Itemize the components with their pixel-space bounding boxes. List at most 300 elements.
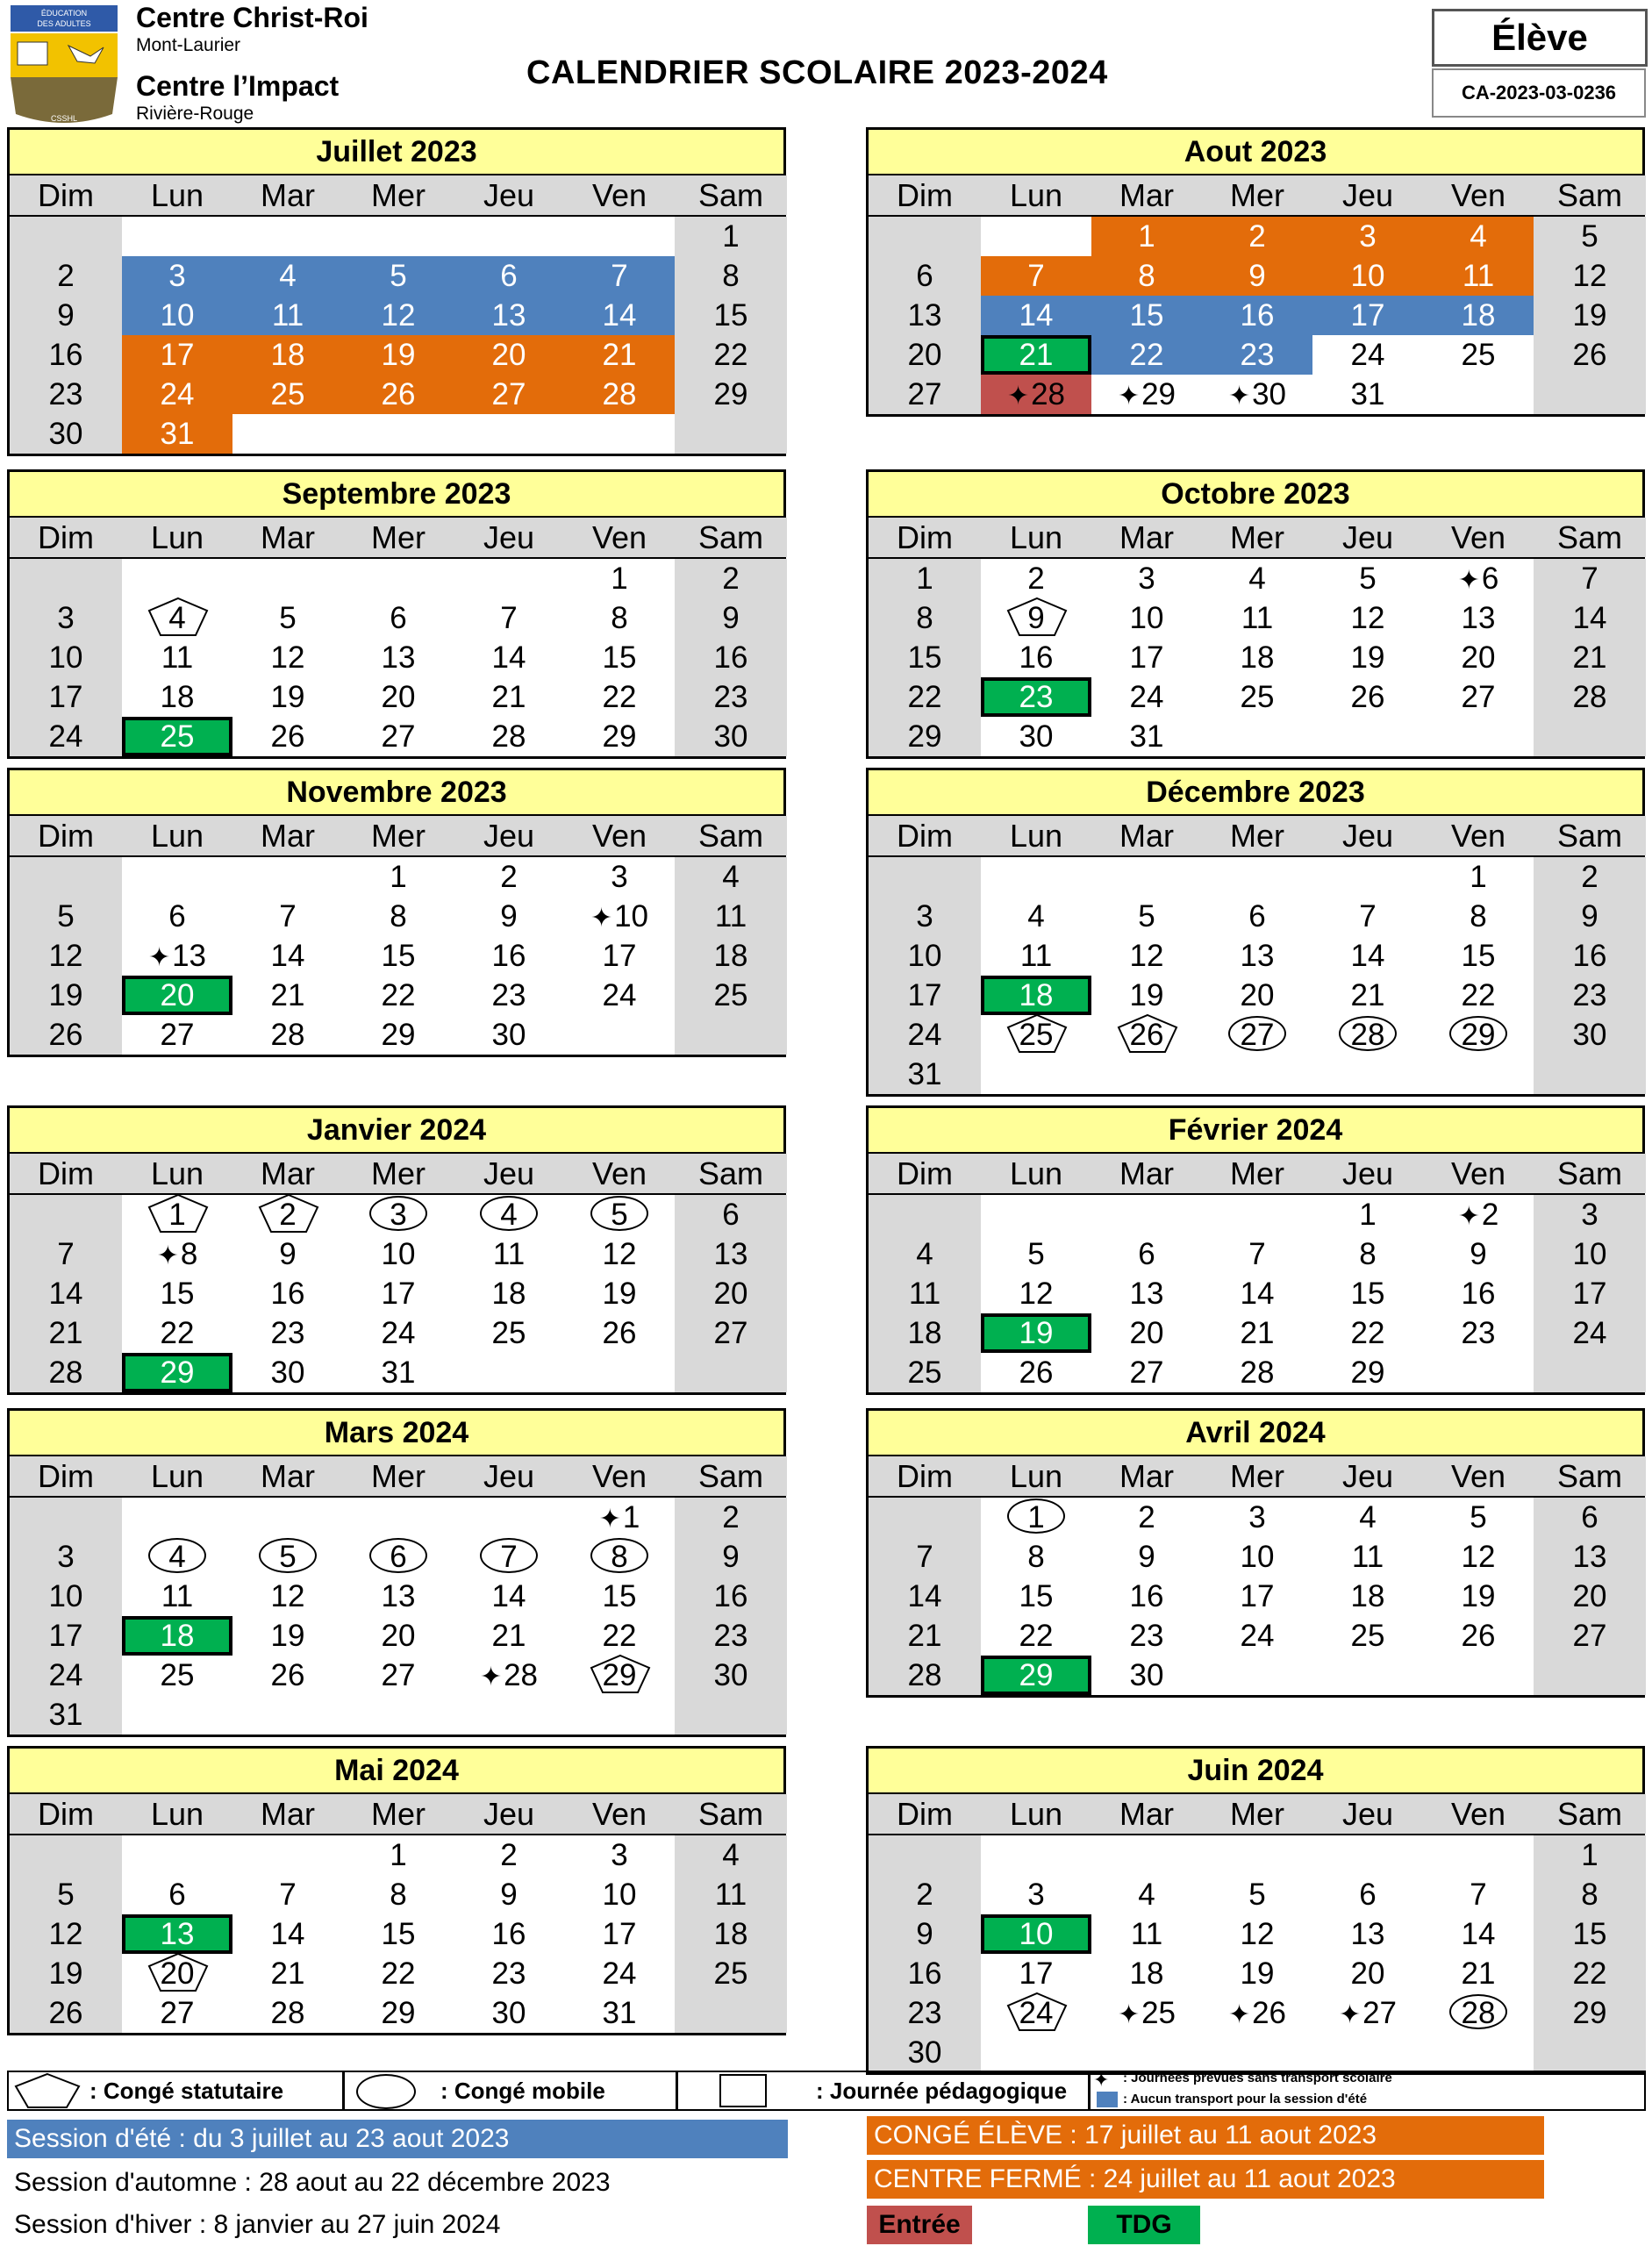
day-number: 11 — [1351, 1539, 1384, 1574]
day-cell — [454, 1835, 564, 1875]
day-cell — [454, 936, 564, 976]
weekday-header — [869, 1154, 1642, 1195]
day-number: 16 — [1019, 640, 1054, 675]
week-row — [10, 1695, 783, 1735]
day-number: 1 — [1581, 1837, 1598, 1872]
week-row — [10, 897, 783, 936]
week-row — [10, 598, 783, 638]
day-cell — [10, 1537, 122, 1577]
day-number: 2 — [500, 1837, 518, 1872]
day-cell — [10, 1353, 122, 1392]
conge-eleve: CONGÉ ÉLÈVE : 17 juillet au 11 aout 2023 — [867, 2116, 1544, 2155]
day-number: 26 — [381, 376, 416, 411]
day-cell — [675, 1313, 787, 1353]
week-row — [10, 1616, 783, 1656]
day-cell — [564, 976, 675, 1015]
day-number: 18 — [491, 1276, 526, 1311]
empty-cell — [564, 217, 675, 256]
day-cell — [10, 1577, 122, 1616]
day-number: 27 — [907, 376, 942, 411]
day-number: 13 — [381, 640, 416, 675]
day-number: 7 — [57, 1236, 75, 1271]
day-number: 13 — [1572, 1539, 1607, 1574]
day-cell — [564, 638, 675, 677]
week-row — [10, 1993, 783, 2033]
week-row — [869, 1875, 1642, 1914]
day-number: 23 — [713, 1618, 748, 1653]
day-cell — [1202, 936, 1312, 976]
day-number: 6 — [1138, 1236, 1155, 1271]
day-cell — [564, 857, 675, 897]
empty-cell — [981, 217, 1091, 256]
day-cell — [10, 414, 122, 454]
empty-cell — [1423, 1656, 1534, 1695]
day-number: 20 — [1572, 1578, 1607, 1613]
day-cell — [1534, 1993, 1646, 2033]
day-number: 28 — [1350, 1017, 1385, 1052]
day-number: 8 — [916, 600, 933, 635]
empty-cell — [1423, 1055, 1534, 1094]
empty-cell — [1202, 717, 1312, 756]
day-number: 22 — [602, 679, 637, 714]
day-number: 13 — [713, 1236, 748, 1271]
day-number: 9 — [1138, 1539, 1155, 1574]
day-number: 15 — [602, 1578, 637, 1613]
day-number: 26 — [1129, 1017, 1164, 1052]
day-number: 11 — [271, 297, 304, 333]
day-cell — [122, 1353, 232, 1392]
empty-cell — [122, 559, 232, 598]
no-transport-icon: ✦ — [1338, 1999, 1362, 2029]
legend-no-summer-transport: : Aucun transport pour la session d'été — [1123, 2092, 1368, 2107]
day-cell — [1312, 598, 1423, 638]
day-number: 26 — [48, 1995, 83, 2030]
day-cell — [10, 1313, 122, 1353]
day-cell — [981, 559, 1091, 598]
day-number: 8 — [1027, 1539, 1045, 1574]
weekday-label: Mar — [1091, 816, 1202, 855]
day-cell — [1534, 677, 1646, 717]
day-cell — [1312, 1577, 1423, 1616]
day-number: 28 — [504, 1657, 539, 1692]
day-cell — [343, 1875, 454, 1914]
day-cell — [343, 296, 454, 335]
day-cell — [232, 1195, 343, 1234]
day-cell — [232, 1234, 343, 1274]
week-row — [869, 638, 1642, 677]
week-row — [869, 296, 1642, 335]
weekday-label: Mer — [1202, 518, 1312, 557]
day-cell — [122, 1954, 232, 1993]
empty-cell — [1091, 2033, 1202, 2072]
month-11 — [866, 1746, 1645, 2075]
day-number: 7 — [916, 1539, 933, 1574]
weekday-label: Sam — [1534, 816, 1646, 855]
day-number: 22 — [160, 1315, 195, 1350]
weekday-label: Ven — [564, 175, 675, 215]
day-cell — [343, 1577, 454, 1616]
day-cell — [675, 1537, 787, 1577]
day-number: 27 — [1572, 1618, 1607, 1653]
day-cell — [869, 717, 981, 756]
day-cell — [10, 1274, 122, 1313]
day-cell — [232, 1313, 343, 1353]
day-cell — [454, 1616, 564, 1656]
day-number: 3 — [57, 600, 75, 635]
day-cell — [869, 1954, 981, 1993]
day-cell — [10, 1954, 122, 1993]
day-number: 24 — [48, 719, 83, 754]
day-number: 17 — [1350, 297, 1385, 333]
day-cell — [454, 976, 564, 1015]
document-code: CA-2023-03-0236 — [1432, 68, 1646, 118]
day-cell — [675, 857, 787, 897]
day-number: 14 — [48, 1276, 83, 1311]
empty-cell — [454, 1695, 564, 1735]
weekday-label: Lun — [981, 1794, 1091, 1834]
day-cell — [1534, 1274, 1646, 1313]
empty-cell — [869, 1498, 981, 1537]
day-number: 1 — [722, 218, 740, 254]
day-cell — [981, 677, 1091, 717]
day-number: 15 — [1019, 1578, 1054, 1613]
day-cell — [122, 296, 232, 335]
month-8 — [7, 1408, 786, 1737]
day-cell — [1202, 897, 1312, 936]
day-cell — [454, 1195, 564, 1234]
day-cell — [564, 1498, 675, 1537]
weekday-label: Jeu — [1312, 1456, 1423, 1496]
day-number: 2 — [1581, 859, 1598, 894]
week-row — [869, 1656, 1642, 1695]
day-cell — [981, 256, 1091, 296]
day-cell — [1091, 1537, 1202, 1577]
day-number: 1 — [1359, 1197, 1377, 1232]
day-number: 10 — [160, 297, 195, 333]
day-cell — [122, 1616, 232, 1656]
weekday-label: Mar — [232, 175, 343, 215]
week-row — [10, 1498, 783, 1537]
day-cell — [1423, 1313, 1534, 1353]
weekday-label: Dim — [869, 816, 981, 855]
day-number: 10 — [602, 1877, 637, 1912]
day-cell — [981, 1537, 1091, 1577]
weekday-label: Ven — [1423, 518, 1534, 557]
week-row — [10, 1274, 783, 1313]
legend-bar — [7, 2071, 1646, 2111]
weekday-label: Ven — [564, 518, 675, 557]
day-number: 21 — [48, 1315, 83, 1350]
day-number: 14 — [1350, 938, 1385, 973]
day-cell — [1202, 296, 1312, 335]
day-cell — [1312, 296, 1423, 335]
weekday-label: Lun — [981, 816, 1091, 855]
week-row — [10, 717, 783, 756]
day-number: 15 — [1572, 1916, 1607, 1951]
weekday-header — [869, 175, 1642, 217]
month-title: Octobre 2023 — [869, 472, 1642, 518]
day-number: 29 — [602, 719, 637, 754]
empty-cell — [869, 857, 981, 897]
weekday-label: Sam — [1534, 175, 1646, 215]
day-number: 30 — [907, 2035, 942, 2070]
month-4 — [7, 768, 786, 1057]
day-number: 18 — [713, 938, 748, 973]
day-number: 3 — [1027, 1877, 1045, 1912]
empty-cell — [1534, 717, 1646, 756]
day-cell — [564, 1195, 675, 1234]
day-cell — [122, 256, 232, 296]
day-number: 13 — [381, 1578, 416, 1613]
day-cell — [343, 598, 454, 638]
day-cell — [869, 1577, 981, 1616]
day-number: 2 — [916, 1877, 933, 1912]
day-cell — [1202, 638, 1312, 677]
week-row — [10, 296, 783, 335]
day-cell — [1091, 638, 1202, 677]
day-number: 6 — [168, 898, 186, 933]
day-number: 7 — [500, 600, 518, 635]
day-number: 22 — [1572, 1956, 1607, 1991]
day-number: 5 — [279, 600, 297, 635]
day-number: 29 — [1141, 376, 1176, 411]
day-number: 25 — [160, 719, 195, 754]
day-number: 7 — [1248, 1236, 1266, 1271]
day-cell — [1312, 1875, 1423, 1914]
weekday-label: Dim — [869, 1794, 981, 1834]
day-number: 4 — [500, 1197, 518, 1232]
day-cell — [232, 1656, 343, 1695]
day-number: 3 — [1581, 1197, 1598, 1232]
day-cell — [10, 976, 122, 1015]
day-number: 19 — [1019, 1315, 1054, 1350]
weekday-header — [10, 518, 783, 559]
day-cell — [343, 976, 454, 1015]
day-number: 6 — [1359, 1877, 1377, 1912]
day-number: 13 — [1350, 1916, 1385, 1951]
day-cell — [1534, 857, 1646, 897]
day-cell — [343, 1656, 454, 1695]
day-number: 11 — [161, 640, 194, 675]
day-number: 4 — [1359, 1499, 1377, 1534]
day-number: 14 — [1572, 600, 1607, 635]
day-number: 12 — [48, 1916, 83, 1951]
day-number: 19 — [1572, 297, 1607, 333]
day-cell — [122, 1993, 232, 2033]
month-title: Septembre 2023 — [10, 472, 783, 518]
day-cell — [1091, 1875, 1202, 1914]
day-cell — [122, 976, 232, 1015]
day-cell — [1534, 1954, 1646, 1993]
day-cell — [1534, 1835, 1646, 1875]
weekday-label: Ven — [564, 1794, 675, 1834]
day-cell — [1312, 1498, 1423, 1537]
day-number: 29 — [1350, 1355, 1385, 1390]
day-number: 9 — [500, 898, 518, 933]
day-number: 11 — [1462, 258, 1495, 293]
weekday-label: Mer — [1202, 816, 1312, 855]
day-cell — [1423, 1274, 1534, 1313]
weekday-label: Mar — [1091, 1456, 1202, 1496]
day-number: 30 — [48, 416, 83, 451]
weekday-label: Lun — [981, 1154, 1091, 1193]
day-cell — [122, 1577, 232, 1616]
day-number: 2 — [279, 1197, 297, 1232]
weekday-label: Mar — [232, 518, 343, 557]
day-cell — [1091, 1914, 1202, 1954]
day-cell — [1312, 1914, 1423, 1954]
day-number: 21 — [907, 1618, 942, 1653]
weekday-label: Mer — [1202, 1794, 1312, 1834]
day-cell — [1091, 1498, 1202, 1537]
day-number: 22 — [381, 1956, 416, 1991]
school1-city: Mont-Laurier — [136, 35, 241, 55]
month-0 — [7, 127, 786, 456]
day-cell — [343, 1195, 454, 1234]
day-number: 17 — [48, 1618, 83, 1653]
day-cell — [1202, 1993, 1312, 2033]
day-number: 15 — [160, 1276, 195, 1311]
day-number: 17 — [1240, 1578, 1275, 1613]
day-cell — [10, 677, 122, 717]
weekday-label: Dim — [10, 1456, 122, 1496]
empty-cell — [1091, 1835, 1202, 1875]
day-cell — [1423, 1875, 1534, 1914]
day-number: 5 — [1138, 898, 1155, 933]
day-number: 15 — [602, 640, 637, 675]
week-row — [10, 335, 783, 375]
day-cell — [869, 296, 981, 335]
day-number: 13 — [1461, 600, 1496, 635]
day-number: 4 — [168, 1539, 186, 1574]
day-number: 27 — [1362, 1995, 1398, 2030]
month-3 — [866, 469, 1645, 759]
day-cell — [981, 1015, 1091, 1055]
day-number: 20 — [381, 679, 416, 714]
day-number: 10 — [48, 1578, 83, 1613]
day-cell — [1534, 1313, 1646, 1353]
day-number: 8 — [1470, 898, 1487, 933]
day-cell — [1423, 217, 1534, 256]
day-number: 18 — [160, 679, 195, 714]
day-number: 8 — [1359, 1236, 1377, 1271]
day-cell — [1423, 1195, 1534, 1234]
day-number: 24 — [1572, 1315, 1607, 1350]
day-cell — [10, 1914, 122, 1954]
weekday-label: Sam — [675, 1456, 787, 1496]
day-cell — [122, 1914, 232, 1954]
day-cell — [10, 638, 122, 677]
day-cell — [564, 1875, 675, 1914]
day-number: 29 — [160, 1355, 195, 1390]
day-cell — [675, 936, 787, 976]
day-number: 30 — [713, 1657, 748, 1692]
day-cell — [869, 1914, 981, 1954]
day-number: 3 — [1138, 561, 1155, 596]
day-number: 24 — [1240, 1618, 1275, 1653]
school-logo — [7, 4, 121, 132]
day-cell — [1534, 1498, 1646, 1537]
day-number: 14 — [907, 1578, 942, 1613]
day-number: 9 — [1581, 898, 1598, 933]
day-number: 16 — [491, 1916, 526, 1951]
day-cell — [232, 897, 343, 936]
week-row — [10, 1015, 783, 1055]
day-cell — [675, 559, 787, 598]
day-number: 12 — [1129, 938, 1164, 973]
day-cell — [869, 1353, 981, 1392]
empty-cell — [981, 857, 1091, 897]
empty-cell — [981, 1195, 1091, 1234]
day-number: 14 — [602, 297, 637, 333]
weekday-label: Dim — [869, 175, 981, 215]
day-number: 16 — [713, 1578, 748, 1613]
day-number: 7 — [279, 1877, 297, 1912]
weekday-label: Dim — [10, 175, 122, 215]
empty-cell — [1312, 1835, 1423, 1875]
day-number: 29 — [1019, 1657, 1054, 1692]
day-number: 3 — [1248, 1499, 1266, 1534]
day-cell — [1091, 1656, 1202, 1695]
day-cell — [343, 1015, 454, 1055]
day-cell — [343, 1537, 454, 1577]
weekday-label: Mer — [343, 175, 454, 215]
empty-cell — [1091, 1055, 1202, 1094]
day-cell — [1423, 598, 1534, 638]
blue-swatch-icon — [1097, 2092, 1118, 2107]
day-cell — [232, 677, 343, 717]
day-cell — [564, 296, 675, 335]
day-cell — [1312, 1234, 1423, 1274]
day-number: 15 — [1350, 1276, 1385, 1311]
day-number: 20 — [381, 1618, 416, 1653]
day-cell — [1091, 717, 1202, 756]
day-cell — [454, 1914, 564, 1954]
empty-cell — [343, 414, 454, 454]
day-cell — [454, 638, 564, 677]
day-cell — [454, 256, 564, 296]
day-cell — [675, 256, 787, 296]
day-number: 15 — [381, 1916, 416, 1951]
weekday-label: Ven — [1423, 1794, 1534, 1834]
day-cell — [10, 897, 122, 936]
empty-cell — [454, 1498, 564, 1537]
day-cell — [122, 717, 232, 756]
weekday-label: Mer — [343, 1456, 454, 1496]
day-number: 4 — [1138, 1877, 1155, 1912]
day-number: 17 — [48, 679, 83, 714]
weekday-label: Ven — [564, 816, 675, 855]
weekday-label: Lun — [122, 175, 232, 215]
day-number: 6 — [390, 600, 407, 635]
day-number: 24 — [160, 376, 195, 411]
day-cell — [454, 598, 564, 638]
weekday-label: Ven — [564, 1154, 675, 1193]
week-row — [10, 1577, 783, 1616]
session-automne: Session d'automne : 28 aout au 22 décembre 2023 — [14, 2168, 611, 2197]
day-cell — [1091, 1954, 1202, 1993]
weekday-label: Mar — [1091, 175, 1202, 215]
day-cell — [1312, 1274, 1423, 1313]
day-cell — [1091, 598, 1202, 638]
day-cell — [675, 1914, 787, 1954]
day-cell — [675, 1195, 787, 1234]
day-cell — [869, 559, 981, 598]
week-row — [869, 1498, 1642, 1537]
day-cell — [1312, 897, 1423, 936]
month-title: Juillet 2023 — [10, 130, 783, 175]
day-cell — [869, 936, 981, 976]
